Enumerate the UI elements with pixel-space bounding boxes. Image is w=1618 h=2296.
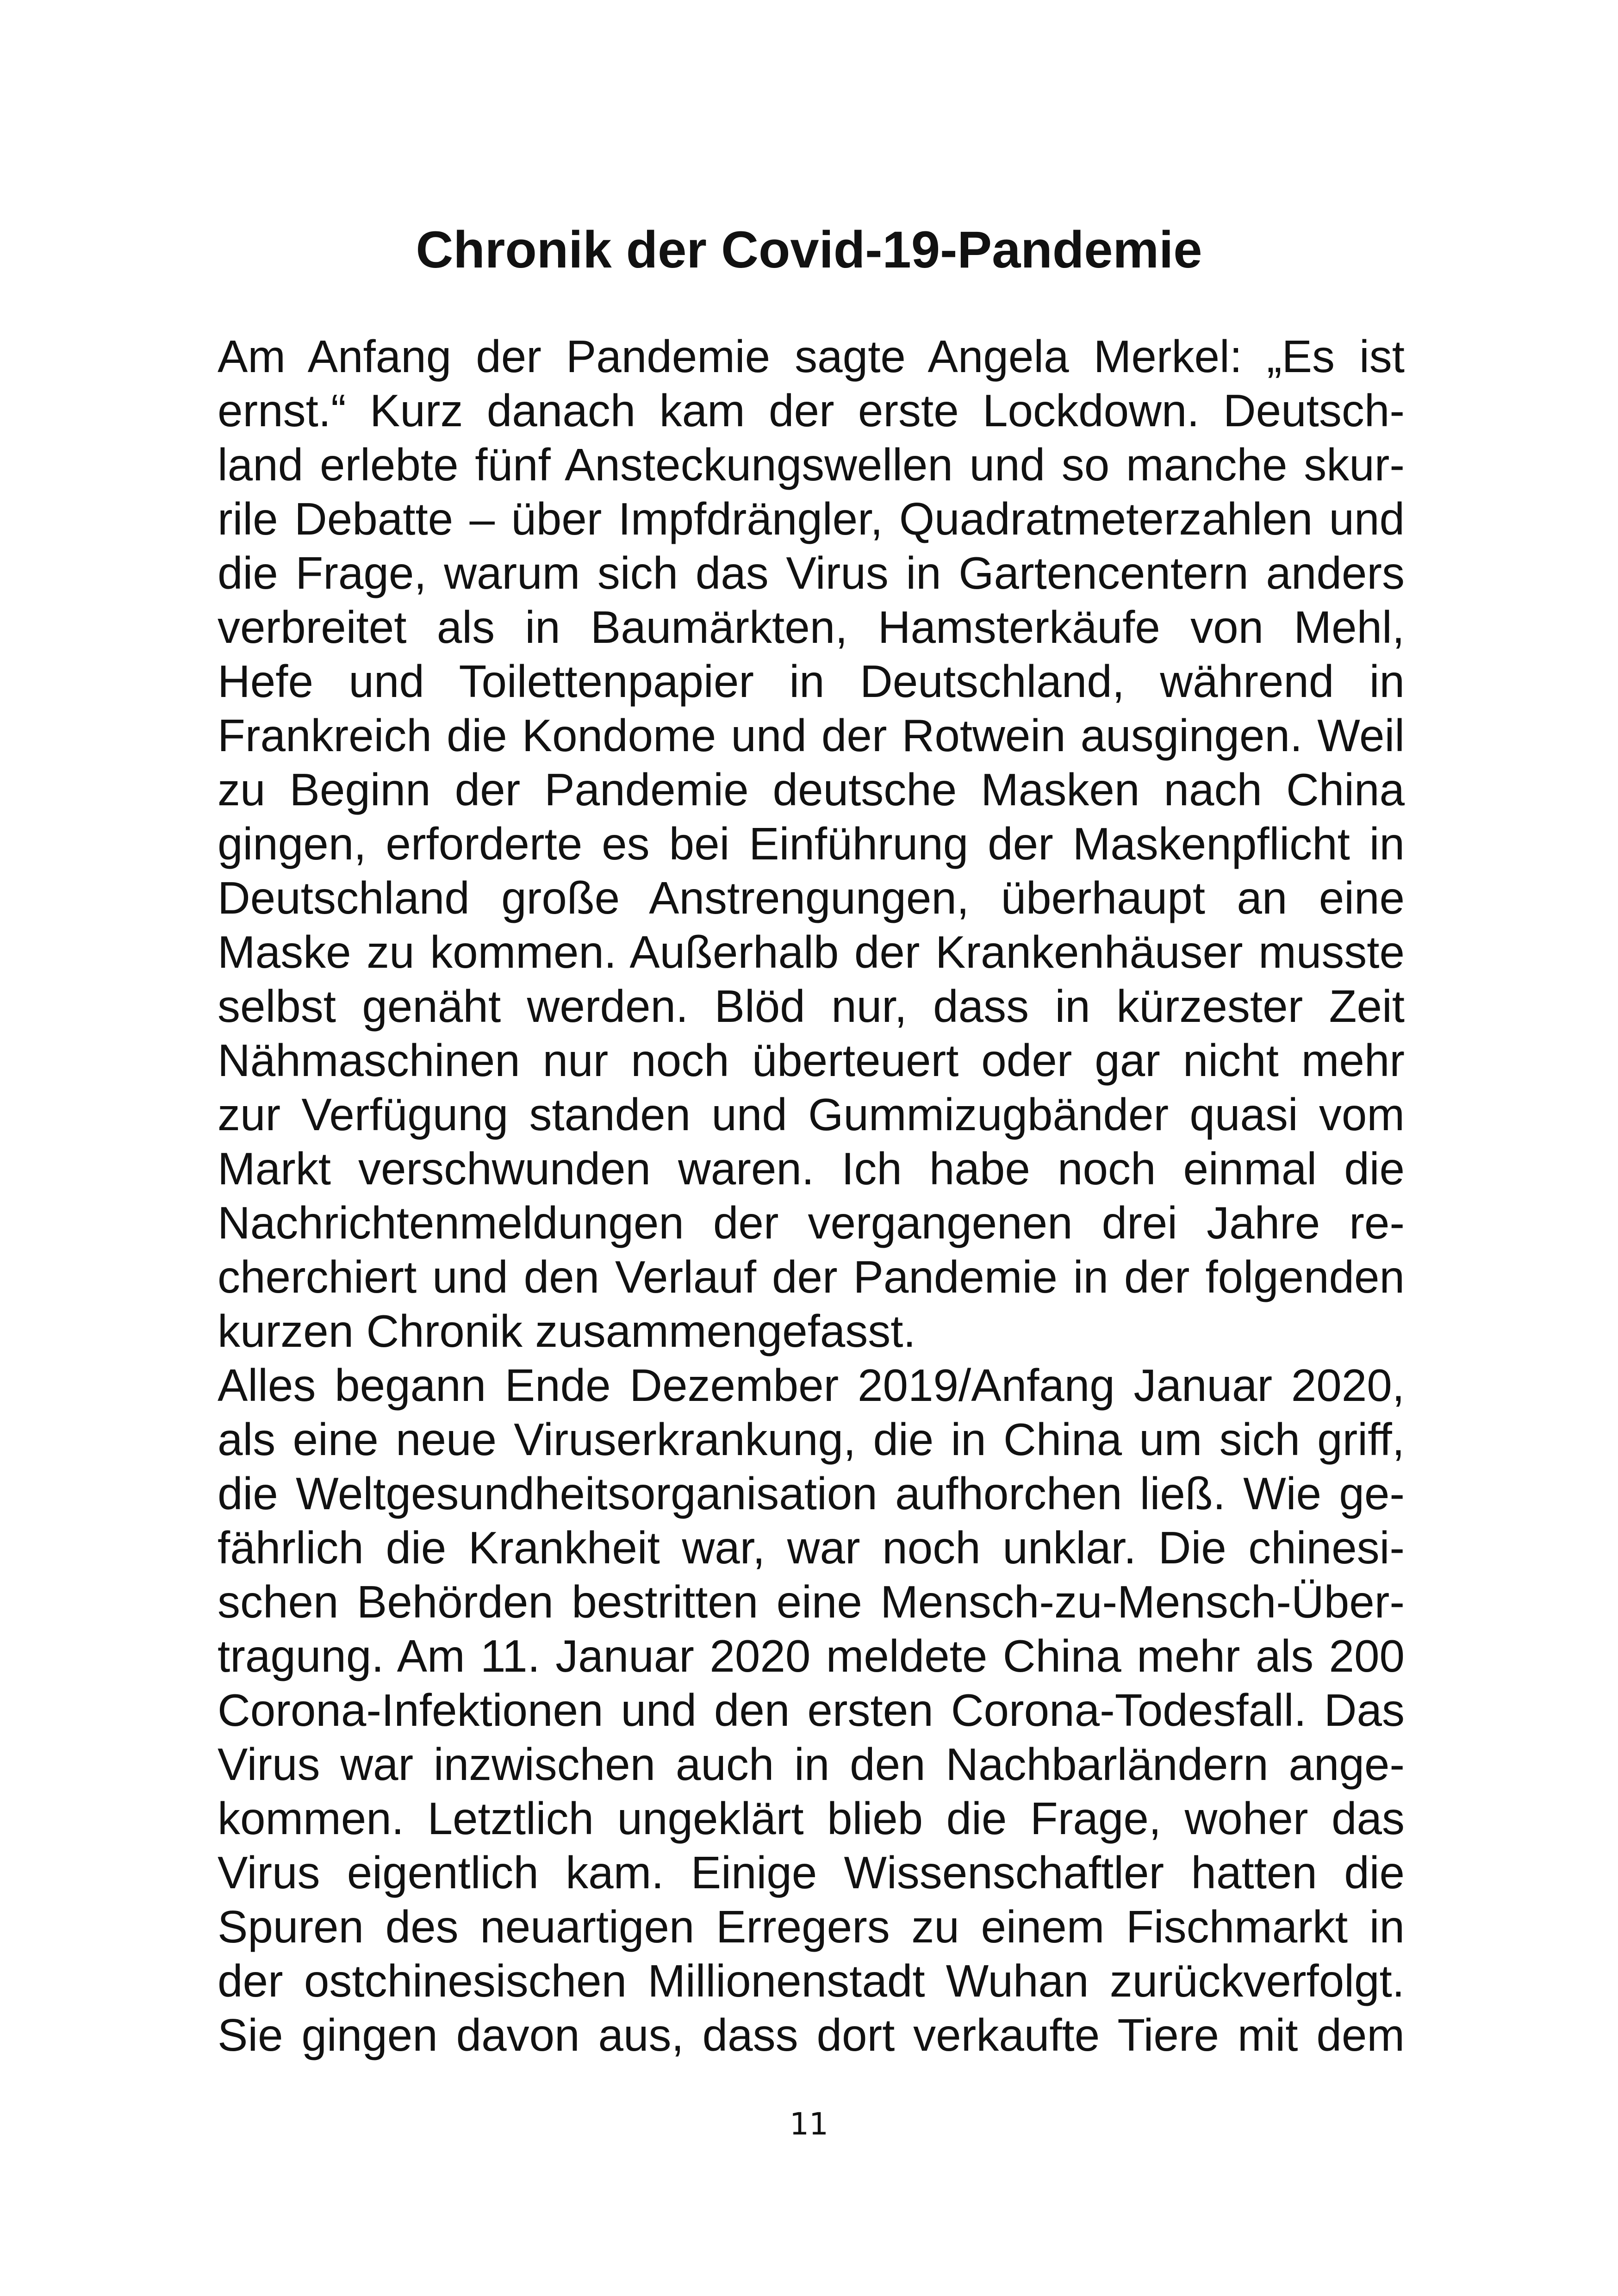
text-line: rile Debatte – über Impfdrängler, Quadratmeterzahlen und xyxy=(218,493,1405,544)
text-line: kurzen Chronik zusammengefasst. xyxy=(218,1306,916,1356)
text-line: Markt verschwunden waren. Ich habe noch einmal die xyxy=(218,1143,1405,1194)
page-title: Chronik der Covid-19-Pandemie xyxy=(416,221,1202,279)
body-text xyxy=(218,330,1405,2062)
text-line: Deutschland große Anstrengungen, überhaupt an eine xyxy=(218,872,1405,923)
text-line: Corona-Infektionen und den ersten Corona-Todesfall. Das xyxy=(218,1685,1405,1736)
text-line: gingen, erforderte es bei Einführung der Maskenpflicht in xyxy=(218,818,1405,869)
text-line: Spuren des neuartigen Erregers zu einem Fischmarkt in xyxy=(218,1901,1405,1952)
text-line: cherchiert und den Verlauf der Pandemie in der folgenden xyxy=(218,1251,1405,1302)
text-line: land erlebte fünf Ansteckungswellen und so manche skur- xyxy=(218,439,1405,490)
paragraph xyxy=(218,1358,1405,2062)
text-line: Am Anfang der Pandemie sagte Angela Merkel: „Es ist xyxy=(218,331,1405,382)
text-line: Frankreich die Kondome und der Rotwein ausgingen. Weil xyxy=(218,710,1405,761)
text-line: die Weltgesundheitsorganisation aufhorchen ließ. Wie ge- xyxy=(218,1468,1405,1519)
text-line: der ostchinesischen Millionenstadt Wuhan zurückverfolgt. xyxy=(218,1955,1405,2006)
text-line: Nachrichtenmeldungen der vergangenen drei Jahre re- xyxy=(218,1197,1405,1248)
text-line: als eine neue Viruserkrankung, die in China um sich griff, xyxy=(218,1414,1405,1465)
text-line: die Frage, warum sich das Virus in Gartencentern anders xyxy=(218,548,1405,598)
text-line: zur Verfügung standen und Gummizugbänder quasi vom xyxy=(218,1089,1405,1140)
text-line: Virus war inzwischen auch in den Nachbarländern ange- xyxy=(218,1739,1405,1790)
text-line: Hefe und Toilettenpapier in Deutschland, während in xyxy=(218,656,1405,707)
text-line: zu Beginn der Pandemie deutsche Masken nach China xyxy=(218,764,1405,815)
text-line: Alles begann Ende Dezember 2019/Anfang Januar 2020, xyxy=(218,1360,1405,1411)
text-line: fährlich die Krankheit war, war noch unklar. Die chinesi- xyxy=(218,1522,1405,1573)
page-number: 11 xyxy=(790,2106,828,2142)
text-line: tragung. Am 11. Januar 2020 meldete China mehr als 200 xyxy=(218,1630,1405,1681)
text-line: Maske zu kommen. Außerhalb der Krankenhäuser musste xyxy=(218,927,1405,977)
text-line: verbreitet als in Baumärkten, Hamsterkäufe von Mehl, xyxy=(218,602,1405,653)
text-line: schen Behörden bestritten eine Mensch-zu-Mensch-Über- xyxy=(218,1576,1405,1627)
text-line: ernst.“ Kurz danach kam der erste Lockdown. Deutsch- xyxy=(218,385,1405,436)
text-line: kommen. Letztlich ungeklärt blieb die Frage, woher das xyxy=(218,1793,1405,1844)
text-line: Virus eigentlich kam. Einige Wissenschaftler hatten die xyxy=(218,1847,1405,1898)
text-line: Sie gingen davon aus, dass dort verkaufte Tiere mit dem xyxy=(218,2010,1405,2060)
paragraph xyxy=(218,330,1405,1358)
text-line: selbst genäht werden. Blöd nur, dass in kürzester Zeit xyxy=(218,981,1405,1032)
text-line: Nähmaschinen nur noch überteuert oder gar nicht mehr xyxy=(218,1035,1405,1086)
